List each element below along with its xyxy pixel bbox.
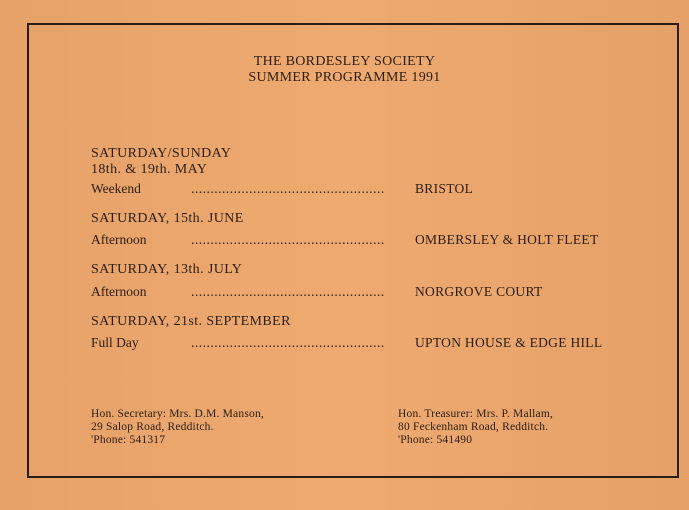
event-2-destination: OMBERSLEY & HOLT FLEET: [415, 232, 599, 247]
treasurer-name: Hon. Treasurer: Mrs. P. Mallam,: [398, 408, 554, 420]
event-4-leader-dots: ..................................................: [191, 335, 385, 350]
event-1-duration: Weekend: [91, 181, 141, 196]
event-3-day: [91, 262, 242, 278]
event-1-day-label: SATURDAY/SUNDAY: [91, 146, 232, 161]
society-name: THE BORDESLEY SOCIETY: [253, 54, 436, 69]
event-3-leader-dots: ..................................................: [191, 284, 385, 299]
treasurer-address: 80 Feckenham Road, Redditch.: [398, 421, 549, 433]
event-1-day: [91, 146, 231, 178]
event-3-duration: Afternoon: [91, 284, 147, 299]
programme-title: SUMMER PROGRAMME 1991: [248, 70, 441, 85]
event-1-date: 18th. & 19th. MAY: [91, 162, 208, 177]
secretary-contact: [91, 408, 264, 447]
event-1-leader-dots: ..................................................: [191, 181, 385, 196]
event-2-duration: Afternoon: [91, 232, 147, 247]
title-block: [0, 54, 689, 86]
event-4-day: [91, 314, 291, 330]
event-2-day: [91, 211, 244, 227]
event-2-day-label: SATURDAY, 15th. JUNE: [91, 211, 244, 226]
event-4-duration: Full Day: [91, 335, 139, 350]
secretary-name: Hon. Secretary: Mrs. D.M. Manson,: [91, 408, 265, 420]
event-4-day-label: SATURDAY, 21st. SEPTEMBER: [91, 314, 291, 329]
event-4-destination: UPTON HOUSE & EDGE HILL: [415, 335, 603, 350]
event-2-leader-dots: ..................................................: [191, 232, 385, 247]
secretary-address: 29 Salop Road, Redditch.: [91, 421, 214, 433]
treasurer-contact: [398, 408, 553, 447]
treasurer-phone: 'Phone: 541490: [398, 434, 473, 446]
event-1-destination: BRISTOL: [415, 181, 474, 196]
event-3-day-label: SATURDAY, 13th. JULY: [91, 262, 243, 277]
event-3-destination: NORGROVE COURT: [415, 284, 543, 299]
secretary-phone: 'Phone: 541317: [91, 434, 166, 446]
